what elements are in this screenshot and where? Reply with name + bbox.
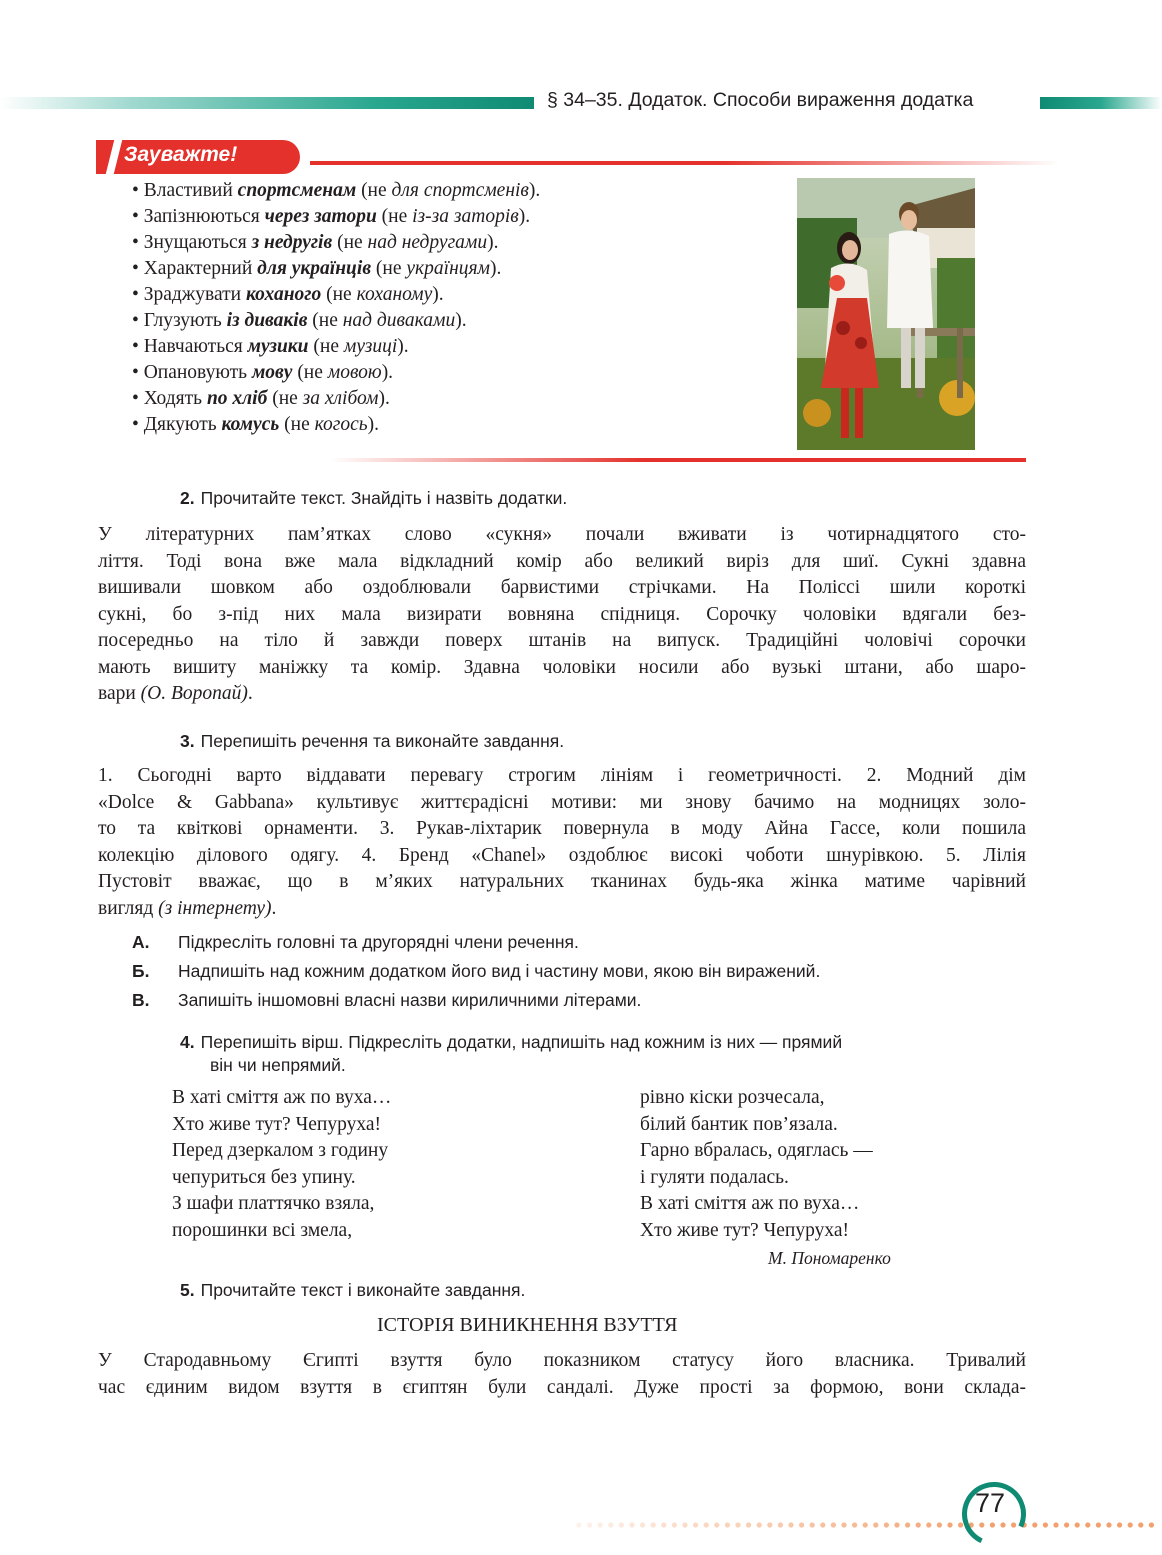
decor-dot [651,1522,656,1527]
decor-dot [841,1522,846,1527]
decor-dot [1043,1522,1048,1527]
decor-dot [916,1522,921,1527]
decor-dot [682,1522,687,1527]
rule-post: ). [455,310,467,331]
rule-mid: (не [267,388,303,409]
decor-dot [1085,1522,1090,1527]
rule-mid: (не [332,232,368,253]
header-bar-right [1040,97,1162,109]
decor-dot [1128,1522,1133,1527]
period: . [271,897,277,919]
text-line: то та квіткові орнаменти. 3. Рукав-ліхтарик повернула в моду Айна Гассе, коли пошила [98,818,1026,839]
task-2-number: 2. [180,488,195,508]
decor-dot [894,1522,899,1527]
text-line: мають вишиту маніжку та комір. Здавна чоловіки носили або вузькі штани, або шаро- [98,656,1026,678]
decor-dot [863,1522,868,1527]
rule-ital: українцям [406,258,491,279]
poem-line: Хто живе тут? Чепуруха! [640,1219,849,1241]
rule-item [132,230,499,256]
rule-post: ). [378,388,390,409]
poem-line: Гарно вбралась, одяглась — [640,1140,873,1161]
task-3-number: 3. [180,731,195,751]
rule-pre: Навчаються [143,336,248,357]
decor-dot [608,1522,613,1527]
rule-bold: коханого [245,284,322,305]
rule-post: ). [528,180,541,201]
rule-post: ). [490,258,502,279]
couple-photo [797,178,975,450]
decor-dot [619,1522,624,1527]
rule-pre: Опановують [143,362,252,383]
section-title: § 34–35. Додаток. Способи вираження додатка [547,89,974,111]
decor-dot [757,1522,762,1527]
decor-dot [926,1522,931,1527]
rule-mid: (не [321,284,357,305]
subtask-item [132,932,992,956]
subtask-text: Запишіть іншомовні власні назви кириличними літерами. [178,990,642,1010]
note-label: Зауважте! [124,143,238,166]
task-4-text-line2: він чи непрямий. [210,1055,346,1075]
rule-item [132,256,501,282]
task-5-paragraph [98,1348,1026,1401]
subtask-item [132,990,992,1014]
rule-pre: Запізнюються [143,206,265,227]
decor-dot [767,1522,772,1527]
poem-line: порошинки всі змела, [172,1219,353,1241]
rule-item [132,334,409,360]
poem-line: білий бантик пов’язала. [640,1113,838,1135]
rule-ital: за хлібом [302,388,379,409]
text-heading: ІСТОРІЯ ВИНИКНЕННЯ ВЗУТТЯ [377,1314,678,1336]
decor-dot [884,1522,889,1527]
rule-ital: мовою [327,362,382,383]
rule-ital: для спортсменів [391,180,529,201]
rule-bold: із диваків [226,310,308,331]
bullet: • [132,284,144,305]
task-3-instruction [180,731,564,752]
decor-dot [1149,1522,1154,1527]
bullet: • [132,388,144,409]
rule-mid: (не [279,414,315,435]
couple-photo-illustration [797,178,975,450]
text-line: У літературних пам’ятках слово «сукня» почали вживати із чотирнадцятого сто- [98,524,1026,545]
rule-bold: спортсменам [237,180,357,201]
task-5-instruction [180,1280,525,1301]
decor-dot [598,1522,603,1527]
bullet: • [132,180,144,201]
rule-ital: над диваками [342,310,456,331]
decor-dot [704,1522,709,1527]
rule-post: ). [381,362,394,383]
decor-dot [1138,1522,1143,1527]
bullet: • [132,232,144,253]
decor-dot [576,1522,581,1527]
task-5-number: 5. [180,1280,195,1300]
period: . [247,683,253,704]
text-line: Пустовіт вважає, що в м’яких натуральних тканинах будь-яка жінка матиме чарівний [98,871,1026,892]
rule-bold: по хліб [206,388,268,409]
bullet: • [132,336,144,357]
rule-post: ). [397,336,409,357]
rule-mid: (не [308,336,344,357]
rule-post: ). [487,232,499,253]
rule-item [132,386,390,412]
decor-dot [820,1522,825,1527]
page-dots [575,1520,1162,1530]
bullet: • [132,206,144,227]
rule-item [132,204,530,230]
decor-dot [640,1522,645,1527]
source-citation: (О. Воропай) [140,683,248,704]
rule-item [132,360,393,386]
task-3-text: Перепишіть речення та виконайте завдання. [200,731,565,751]
rule-item [132,308,467,334]
page-number: 77 [975,1488,1006,1518]
subtask-letter: Б. [132,961,150,981]
task-5-text: Прочитайте текст і виконайте завдання. [200,1280,526,1300]
decor-dot [1075,1522,1080,1527]
text-line: «Dolce & Gabbana» культивує життєрадісні мотиви: ми знову бачимо на модницях золо- [98,791,1026,813]
rule-ital: над недругами [367,232,488,253]
rule-pre: Ходять [143,388,207,409]
decor-dot [725,1522,730,1527]
header-bar-left [0,97,534,109]
task-2-instruction [180,488,567,509]
decor-dot [788,1522,793,1527]
poem-line: З шафи платтячко взяла, [172,1193,375,1214]
text-line: колекцію ділового одягу. 4. Бренд «Chanel» оздоблює високі чоботи шнурівкою. 5. Лілія [98,844,1026,866]
rule-ital: коханому [356,284,433,305]
bullet: • [132,310,144,331]
task-2-text: Прочитайте текст. Знайдіть і назвіть додатки. [200,488,568,508]
decor-dot [1117,1522,1122,1527]
poem-line: чепуриться без упину. [172,1166,356,1188]
decor-dot [937,1522,942,1527]
decor-dot [1032,1522,1037,1527]
text-line: ліття. Тоді вона вже мала відкладний комір або великий виріз для шиї. Сукні здавна [98,550,1026,572]
bullet: • [132,414,144,435]
decor-dot [810,1522,815,1527]
rule-mid: (не [292,362,328,383]
decor-dot [714,1522,719,1527]
poem-line: В хаті сміття аж по вуха… [640,1193,860,1214]
decor-dot [661,1522,666,1527]
rule-post: ). [518,206,531,227]
rule-bold: комусь [221,414,280,435]
text-line-last [98,896,1026,923]
rule-bold: для українців [257,258,372,279]
poem-line: рівно кіски розчесала, [640,1087,825,1108]
decor-dot [1096,1522,1101,1527]
text-line-last [98,681,1026,708]
rule-pre: Знущаються [143,232,252,253]
task-3-paragraph [98,763,1026,922]
subtask-text: Надпишіть над кожним додатком його вид і частину мови, якою він виражений. [178,961,821,981]
poem-left-column [172,1085,391,1244]
poem-line: і гуляти подалась. [640,1166,789,1188]
note-divider-bottom [330,458,1026,462]
text-line: сукні, бо з-під них мала визирати вовняна спідниця. Сорочку чоловіки вдягали без- [98,603,1026,625]
poem-line: В хаті сміття аж по вуха… [172,1087,392,1108]
rule-ital: музиці [343,336,398,357]
decor-dot [947,1522,952,1527]
decor-dot [629,1522,634,1527]
bullet: • [132,362,144,383]
poem-line: Хто живе тут? Чепуруха! [172,1113,381,1135]
text-line-end: вари [98,683,141,704]
subtask-letter: А. [132,932,150,952]
text-line: посередньо на тіло й завжди поверх штанів на випуск. Традиційні чоловічі сорочки [98,630,1026,651]
decor-dot [831,1522,836,1527]
rule-pre: Характерний [143,258,258,279]
rule-pre: Зраджувати [143,284,246,305]
rule-mid: (не [371,258,407,279]
decor-dot [746,1522,751,1527]
decor-dot [1053,1522,1058,1527]
rule-ital: когось [314,414,368,435]
poem-line: Перед дзеркалом з годину [172,1140,389,1161]
rule-mid: (не [376,206,413,227]
text-line: вишивали шовком або оздоблювали барвистими стрічками. На Поліссі шили короткі [98,577,1026,598]
subtask-letter: В. [132,990,150,1010]
task-2-paragraph [98,522,1026,708]
rule-mid: (не [356,180,392,201]
decor-dot [693,1522,698,1527]
rule-item [132,178,540,204]
rule-post: ). [367,414,379,435]
text-line-end: вигляд [98,897,159,919]
subtask-text: Підкресліть головні та другорядні члени речення. [178,932,579,952]
rule-bold: з недругів [251,232,333,253]
poem-right-column [640,1085,873,1244]
rule-mid: (не [307,310,343,331]
rule-bold: через затори [264,206,377,227]
subtask-item [132,961,992,985]
decor-dot [1106,1522,1111,1527]
rule-pre: Дякують [143,414,222,435]
rule-item [132,282,444,308]
decor-dot [672,1522,677,1527]
task-4-number: 4. [180,1032,195,1052]
decor-dot [799,1522,804,1527]
decor-dot [587,1522,592,1527]
rule-pre: Властивий [143,180,238,201]
decor-dot [852,1522,857,1527]
text-line: 1. Сьогодні варто віддавати перевагу строгим лініям і геометричності. 2. Модний дім [98,765,1026,786]
bullet: • [132,258,144,279]
decor-dot [1064,1522,1069,1527]
note-divider-top [310,161,1060,165]
task-4-text-line1: Перепишіть вірш. Підкресліть додатки, надпишіть над кожним із них — прямий [200,1032,843,1052]
rule-item [132,412,379,438]
decor-dot [873,1522,878,1527]
text-line: час єдиним видом взуття в єгиптян були сандалі. Дуже прості за формою, вони склада- [98,1376,1026,1398]
decor-dot [778,1522,783,1527]
source-citation: (з інтернету) [158,897,272,919]
decor-dot [905,1522,910,1527]
text-line: У Стародавньому Єгипті взуття було показником статусу його власника. Тривалий [98,1350,1026,1371]
rule-bold: мову [251,362,293,383]
rule-bold: музики [247,336,309,357]
rule-ital: із-за заторів [412,206,519,227]
rule-pre: Глузують [143,310,227,331]
decor-dot [735,1522,740,1527]
task-4-instruction [180,1032,842,1053]
rule-post: ). [432,284,444,305]
poem-author: М. Пономаренко [768,1248,891,1268]
